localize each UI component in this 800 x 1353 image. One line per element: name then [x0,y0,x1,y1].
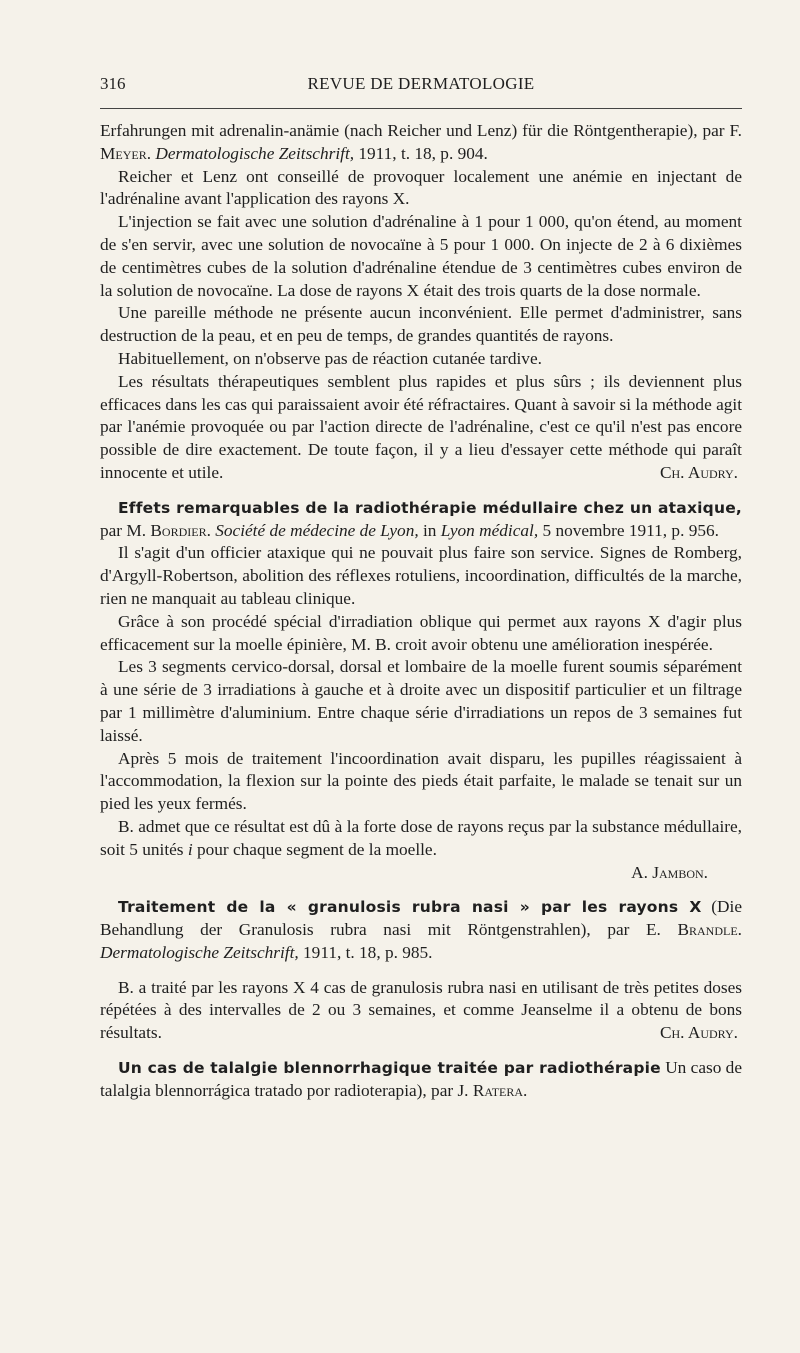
article3-author-suffix: . [737,920,742,940]
paragraph: Les 3 segments cervico-dorsal, dorsal et lombaire de la moelle furent soumis séparément à une série de 3 irradiations à gauche et à droite avec un dispositif particulier et un filtrage par 1 millimètre d'aluminium. Entre chaque série d'irradiations un repos de 3 semaines fut laissé. [100,657,742,745]
article2-by: par M. [100,520,151,540]
article2-heading [100,497,742,543]
paragraph-text: Les résultats thérapeutiques semblent plus rapides et plus sûrs ; ils deviennent plus efficaces dans les cas qui paraissaient avoir été réfractaires. Quant à savoir si la méthode agit par l'anémie provoquée ou par l'action directe de l'adrénaline, c'est ce qu'il n'est pas encore possible de dire exactement. De toute façon, il y a lieu d'essayer cette méthode qui paraît innocente et utile. [100,371,742,482]
paragraph-text: pour chaque segment de la moelle. [192,839,437,859]
article3-author: Brandle [677,920,738,940]
article4-author: Ratera [472,1080,524,1100]
paragraph: Reicher et Lenz ont conseillé de provoquer localement une anémie en injectant de l'adrénaline avant l'application des rayons X. [100,166,742,209]
paragraph-text: B. a traité par les rayons X 4 cas de granulosis rubra nasi en utilisant de très petites doses répétées à des intervalles de 2 ou 3 semaines, et comme Jeanselme il a obtenu de bons résultats. [100,977,742,1043]
paragraph: L'injection se fait avec une solution d'adrénaline à 1 pour 1 000, qu'on étend, au moment de s'en servir, avec une solution de novocaïne à 5 pour 1 000. On injecte de 2 à 6 dixièmes de centimètres cubes de la solution d'adrénaline étendue de 3 centimètres cubes environ de la solution de novocaïne. La dose de rayons X était des trois quarts de la dose normale. [100,212,742,300]
signature: Ch. Audry. [659,462,738,482]
article2-citation: 5 novembre 1911, p. 956. [538,520,719,540]
article1-citation: 1911, t. 18, p. 904. [354,143,488,163]
article4-author-suffix: . [523,1080,528,1100]
article3-title: Traitement de la « granulosis rubra nasi » par les rayons X [118,898,702,917]
article1-author-suffix: . [146,143,156,163]
article2-journal: Société de médecine de Lyon, [215,520,419,540]
paragraph: Une pareille méthode ne présente aucun inconvénient. Elle permet d'administrer, sans destruction de la peau, et en peu de temps, de grandes quantités de rayons. [100,303,742,346]
paragraph: Après 5 mois de traitement l'incoordination avait disparu, les pupilles réagissaient à l'accommodation, la flexion sur la pointe des pieds était parfaite, le malade se tenait sur un pied les yeux fermés. [100,748,742,814]
paragraph-with-signature [100,371,742,485]
running-header [100,74,742,98]
article2-title: Effets remarquables de la radiothérapie médullaire chez un ataxique, [118,498,742,517]
article1-title: Erfahrungen mit adrenalin-anämie (nach Reicher und Lenz) für die Röntgentherapie), par F. [100,121,742,140]
article1-author: Meyer [100,143,147,163]
article1-heading [100,120,742,166]
article4-title: Un cas de talalgie blennorrhagique traitée par radiothérapie [118,1059,661,1078]
article3-citation: 1911, t. 18, p. 985. [298,942,433,962]
article4-heading [100,1057,742,1103]
running-title: REVUE DE DERMATOLOGIE [307,74,535,93]
article2-mid: in [418,520,441,540]
paragraph-italic: i [187,839,193,859]
paragraph: Grâce à son procédé spécial d'irradiation oblique qui permet aux rayons X d'agir plus efficacement sur la moelle épinière, M. B. croit avoir obtenu une amélioration inespérée. [100,611,742,654]
signature: A. Jambon. [631,862,708,882]
article2-author: Bordier [150,520,207,540]
paragraph-with-signature [100,977,742,1045]
body-text [100,120,742,1103]
paragraph [100,816,742,862]
signature: Ch. Audry. [659,1023,738,1043]
article3-heading [100,896,742,964]
article2-journal2: Lyon médical, [440,520,539,540]
paragraph-text: B. admet que ce résultat est dû à la forte dose de rayons reçus par la substance médullaire, soit 5 unités [100,816,742,859]
article4-subtitle: Un caso de talalgia blennorrágica tratado por radioterapia), par J. [100,1058,742,1100]
paragraph: Il s'agit d'un officier ataxique qui ne pouvait plus faire son service. Signes de Romberg, d'Argyll-Robertson, abolition des réflexes rotuliens, incoordination, difficultés de la marche, rien ne manquait au tableau clinique. [100,543,742,608]
article1-journal: Dermatologische Zeitschrift, [155,143,355,163]
paragraph: Habituellement, on n'observe pas de réaction cutanée tardive. [118,348,542,368]
article3-journal: Dermatologische Zeitschrift, [100,942,299,962]
article3-subtitle: (Die Behandlung der Granulosis rubra nasi mit Röntgenstrahlen), par E. [100,897,742,940]
article2-author-suffix: . [206,520,216,540]
page-number: 316 [100,74,126,93]
header-rule [100,108,742,109]
